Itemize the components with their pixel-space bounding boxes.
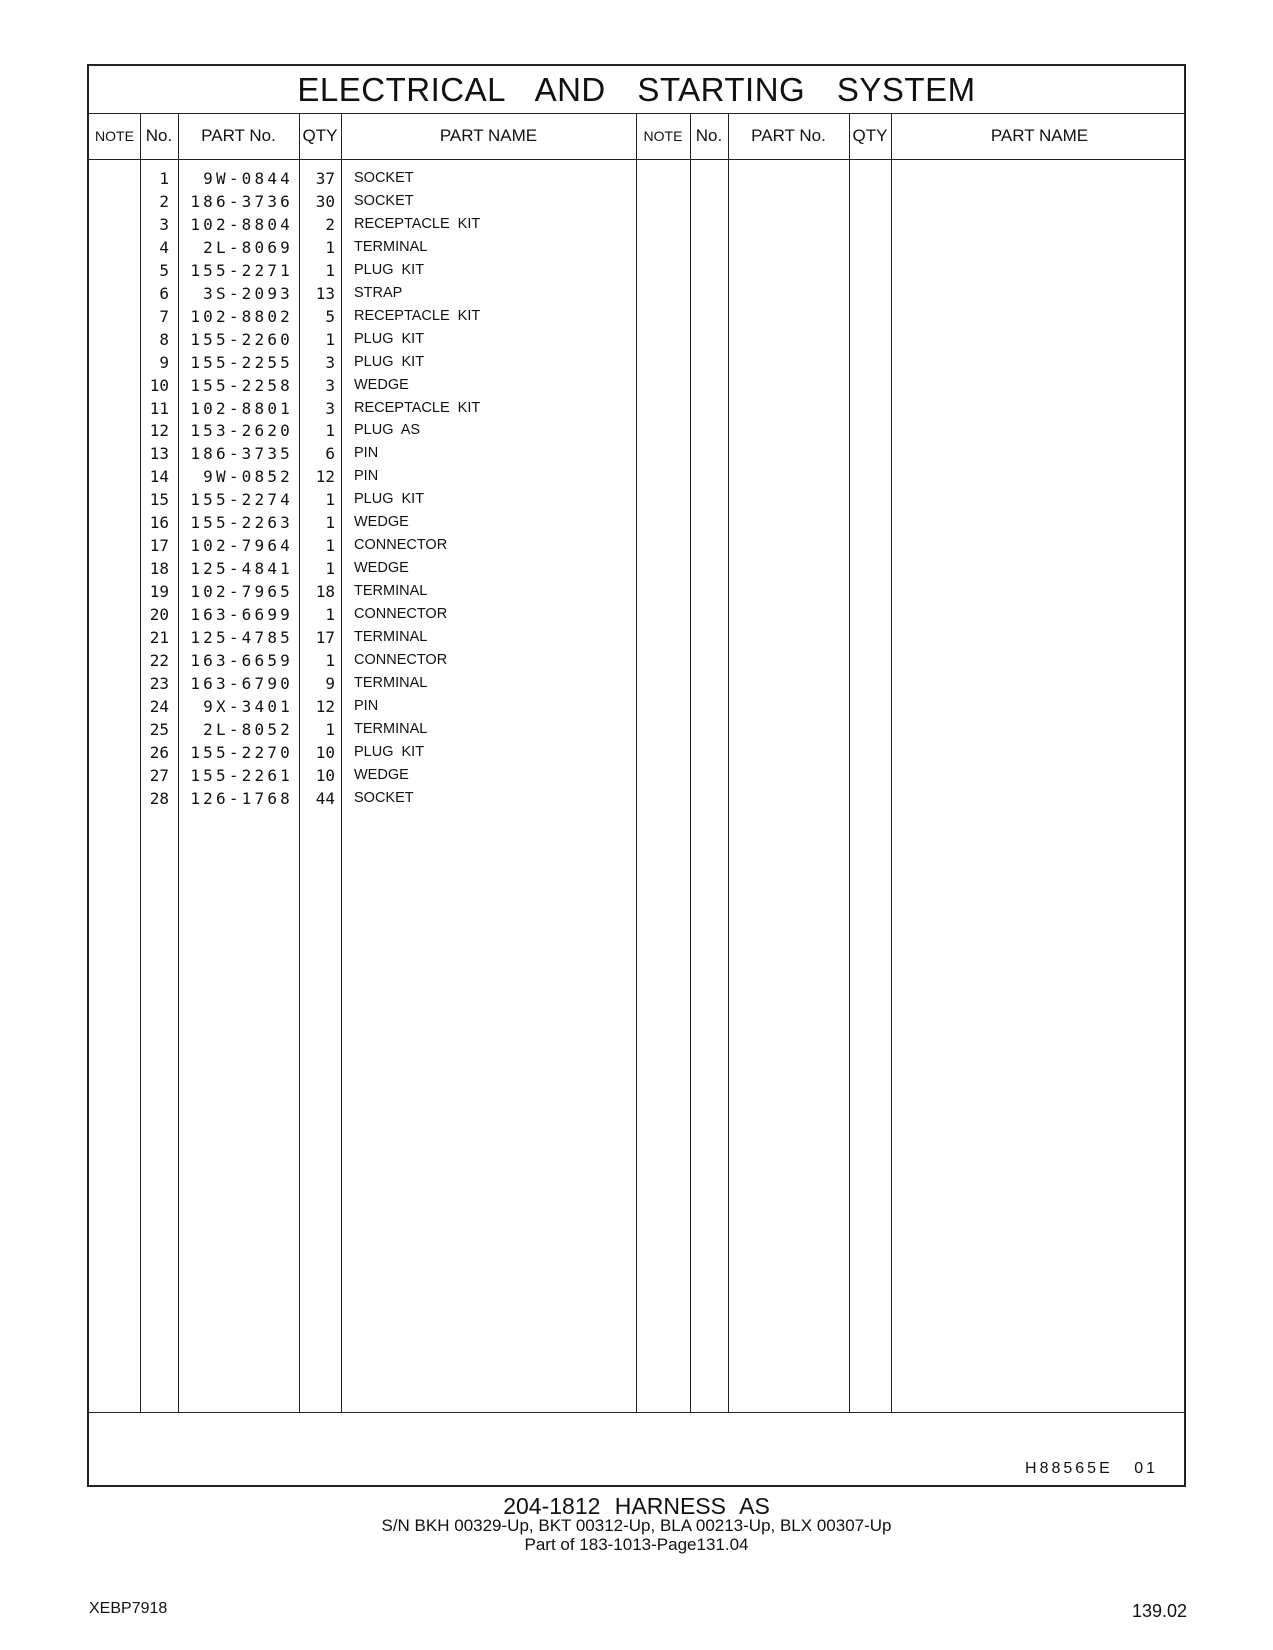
row-part-number: 9W-0852 [203,467,293,487]
row-part-name: SOCKET [354,789,414,806]
table-row [89,649,636,672]
header-qty: QTY [302,126,338,145]
row-part-number: 2L-8052 [203,719,293,739]
row-number: 24 [149,696,169,716]
row-quantity: 13 [315,283,335,303]
row-quantity: 10 [315,765,335,785]
table-row [89,442,636,465]
row-quantity: 1 [325,490,335,510]
table-row [89,672,636,695]
table-row [89,374,636,397]
row-part-number: 2L-8069 [203,237,293,257]
table-bottom-rule [89,1412,1184,1413]
table-row [89,328,636,351]
row-part-name: WEDGE [354,376,409,393]
row-number: 13 [149,444,169,464]
table-row [89,741,636,764]
row-part-name: TERMINAL [354,629,428,645]
table-row [89,190,636,213]
row-part-name: CONNECTOR [354,537,448,554]
row-quantity: 1 [325,719,335,739]
row-number: 22 [149,650,169,670]
row-number: 4 [159,237,169,257]
row-part-number: 9W-0844 [203,169,293,188]
row-number: 2 [159,191,169,211]
header-note: NOTE [95,128,134,144]
row-quantity: 44 [315,788,335,808]
row-part-number: 155-2260 [190,329,293,349]
row-number: 15 [149,490,169,510]
row-part-number: 163-6790 [190,673,293,693]
row-quantity: 2 [325,214,335,234]
row-number: 21 [149,628,169,647]
row-quantity: 3 [325,352,335,372]
header-no: No. [145,126,173,145]
serial-range: S/N BKH 00329-Up, BKT 00312-Up, BLA 00213-Up, BLX 00307-Up [381,1516,892,1535]
table-row [89,167,636,190]
row-part-name: CONNECTOR [354,651,448,668]
col-rule [728,113,729,1412]
row-part-number: 155-2258 [190,375,293,395]
row-part-name: STRAP [354,284,403,301]
row-number: 23 [149,673,169,693]
row-part-name: CONNECTOR [354,606,448,623]
row-quantity: 1 [325,605,335,625]
table-row [89,282,636,305]
row-part-name: PIN [354,445,379,462]
row-part-number: 102-7964 [190,536,293,556]
page-title: ELECTRICAL AND STARTING SYSTEM [297,71,976,108]
table-row [89,511,636,534]
table-row [89,626,636,649]
row-part-number: 155-2271 [190,260,293,280]
row-number: 3 [159,214,169,234]
row-quantity: 12 [315,696,335,716]
table-row [89,465,636,488]
row-number: 9 [159,352,169,372]
row-part-name: RECEPTACLE KIT [354,307,481,324]
row-number: 18 [149,559,169,579]
header-part-no-right: PART No. [751,126,826,145]
row-part-number: 186-3736 [190,191,293,211]
table-row [89,488,636,511]
row-quantity: 10 [315,742,335,762]
row-part-name: PLUG KIT [354,353,425,370]
row-part-number: 102-7965 [190,582,293,602]
table-row [89,351,636,374]
row-part-number: 155-2263 [190,513,293,533]
row-quantity: 37 [315,169,335,188]
row-quantity: 1 [325,513,335,533]
row-part-number: 155-2261 [190,765,293,785]
row-part-number: 163-6699 [190,605,293,625]
row-quantity: 1 [325,536,335,556]
row-number: 27 [149,765,169,785]
row-part-name: RECEPTACLE KIT [354,399,481,416]
row-part-name: PLUG KIT [354,330,425,347]
row-number: 28 [149,788,169,808]
row-part-name: PLUG KIT [354,743,425,760]
row-part-name: TERMINAL [354,238,428,255]
table-row [89,259,636,282]
row-quantity: 1 [325,559,335,579]
row-part-name: PIN [354,468,379,485]
page-number: 139.02 [1131,1601,1187,1621]
part-of-reference: Part of 183-1013-Page131.04 [524,1535,749,1554]
row-quantity: 1 [325,237,335,257]
row-part-name: PIN [354,697,379,714]
row-quantity: 17 [315,628,335,647]
table-row [89,557,636,580]
header-part-name-right: PART NAME [990,126,1089,145]
row-part-number: 155-2255 [190,352,293,372]
header-part-name: PART NAME [439,126,538,145]
table-row [89,603,636,626]
row-quantity: 30 [315,191,335,211]
row-number: 16 [149,513,169,533]
row-number: 6 [159,283,169,303]
header-no-right: No. [695,126,723,145]
row-quantity: 1 [325,421,335,441]
row-quantity: 1 [325,650,335,670]
row-part-number: 155-2274 [190,490,293,510]
row-part-name: SOCKET [354,192,414,209]
row-part-name: PLUG KIT [354,261,425,278]
row-number: 10 [149,375,169,395]
row-part-name: TERMINAL [354,720,428,737]
row-part-number: 125-4841 [190,559,293,579]
col-rule [690,113,691,1412]
table-row [89,534,636,557]
row-quantity: 9 [325,673,335,693]
row-quantity: 3 [325,375,335,395]
row-part-name: SOCKET [354,170,414,186]
row-part-name: TERMINAL [354,583,428,600]
row-part-number: 125-4785 [190,628,293,647]
assembly-title: 204-1812 HARNESS AS [503,1493,770,1519]
header-note-right: NOTE [643,128,683,144]
col-rule [891,113,892,1412]
row-part-name: WEDGE [354,514,409,531]
row-number: 20 [149,605,169,625]
row-part-number: 186-3735 [190,444,293,464]
row-quantity: 1 [325,260,335,280]
row-number: 7 [159,306,169,326]
row-quantity: 3 [325,398,335,418]
row-number: 17 [149,536,169,556]
col-rule [636,113,637,1412]
header-qty-right: QTY [852,126,888,145]
row-number: 26 [149,742,169,762]
row-part-number: 126-1768 [190,788,293,808]
row-part-number: 153-2620 [190,421,293,441]
row-number: 5 [159,260,169,280]
row-part-number: 102-8801 [190,398,293,418]
row-part-number: 163-6659 [190,650,293,670]
table-row [89,397,636,420]
illustration-reference: H88565E 01 [1025,1460,1158,1477]
row-quantity: 6 [325,444,335,464]
row-part-name: TERMINAL [354,674,428,691]
header-part-no: PART No. [201,126,276,145]
col-rule [849,113,850,1412]
table-row [89,695,636,718]
parts-table-frame [87,64,1186,1487]
row-part-name: PLUG KIT [354,491,425,508]
row-number: 14 [149,467,169,487]
row-part-number: 102-8802 [190,306,293,326]
row-number: 1 [159,169,169,188]
table-row [89,580,636,603]
table-row [89,787,636,810]
table-row [89,419,636,442]
row-quantity: 5 [325,306,335,326]
row-part-name: RECEPTACLE KIT [354,215,481,232]
table-row [89,305,636,328]
row-part-name: PLUG AS [354,422,421,439]
row-quantity: 1 [325,329,335,349]
table-row [89,236,636,259]
row-part-name: WEDGE [354,560,409,577]
row-part-number: 9X-3401 [203,696,293,716]
row-part-number: 102-8804 [190,214,293,234]
row-part-number: 3S-2093 [203,283,293,303]
row-part-name: WEDGE [354,766,409,783]
row-number: 12 [149,421,169,441]
table-row [89,718,636,741]
row-number: 19 [149,582,169,602]
row-number: 8 [159,329,169,349]
table-row [89,213,636,236]
table-row [89,764,636,787]
row-quantity: 18 [315,582,335,602]
row-quantity: 12 [315,467,335,487]
row-part-number: 155-2270 [190,742,293,762]
row-number: 11 [149,398,169,418]
document-id: XEBP7918 [89,1600,168,1617]
row-number: 25 [149,719,169,739]
